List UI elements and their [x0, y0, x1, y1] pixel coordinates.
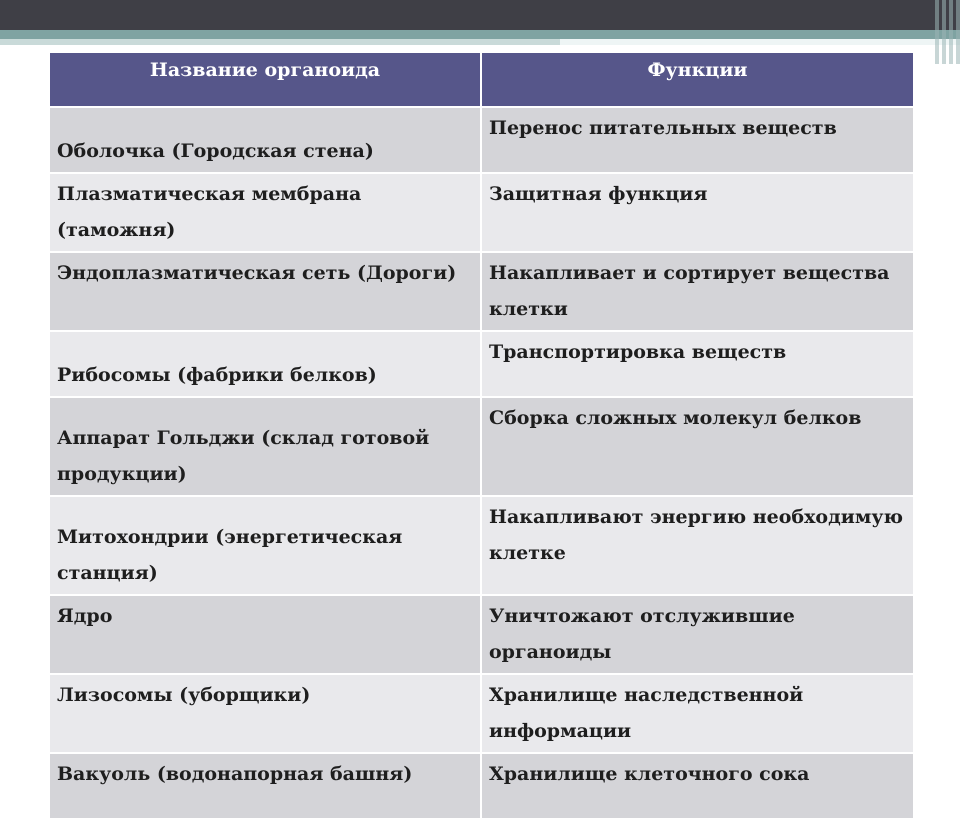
organelle-name-cell: Митохондрии (энергетическая станция) [49, 496, 481, 595]
stripe [949, 0, 953, 64]
organelle-name-cell: Аппарат Гольджи (склад готовой продукции) [49, 397, 481, 496]
organelle-function-cell: Накапливают энергию необходимую клетке [481, 496, 914, 595]
slide-top-bar [0, 0, 960, 30]
organelle-name-cell: Рибосомы (фабрики белков) [49, 331, 481, 397]
organelle-function-cell: Уничтожают отслужившие органоиды [481, 595, 914, 674]
organelle-name-cell: Вакуоль (водонапорная башня) [49, 753, 481, 819]
decorative-stripes [930, 0, 960, 64]
table-row [49, 674, 914, 753]
table-row [49, 595, 914, 674]
slide-accent-band-highlight [560, 39, 960, 45]
organelle-function-cell: Хранилище наследственной информации [481, 674, 914, 753]
table-row [49, 753, 914, 819]
stripe [942, 0, 946, 64]
slide-accent-band [0, 30, 960, 39]
organelle-name-cell: Плазматическая мембрана (таможня) [49, 173, 481, 252]
table-row [49, 107, 914, 173]
table-row [49, 331, 914, 397]
organelle-function-cell: Транспортировка веществ [481, 331, 914, 397]
organelle-function-cell: Сборка сложных молекул белков [481, 397, 914, 496]
organelle-function-cell: Защитная функция [481, 173, 914, 252]
header-functions: Функции [481, 52, 914, 107]
organelle-function-cell: Хранилище клеточного сока [481, 753, 914, 819]
table-header-row [49, 52, 914, 107]
stripe [935, 0, 939, 64]
table-row [49, 252, 914, 331]
table-row [49, 397, 914, 496]
table-row [49, 173, 914, 252]
stripe [956, 0, 960, 64]
organelle-name-cell: Оболочка (Городская стена) [49, 107, 481, 173]
organelles-table [48, 51, 915, 820]
table-row [49, 496, 914, 595]
header-organelle-name: Название органоида [49, 52, 481, 107]
organelle-name-cell: Лизосомы (уборщики) [49, 674, 481, 753]
organelle-name-cell: Эндоплазматическая сеть (Дороги) [49, 252, 481, 331]
organelle-name-cell: Ядро [49, 595, 481, 674]
organelle-function-cell: Перенос питательных веществ [481, 107, 914, 173]
organelle-function-cell: Накапливает и сортирует вещества клетки [481, 252, 914, 331]
